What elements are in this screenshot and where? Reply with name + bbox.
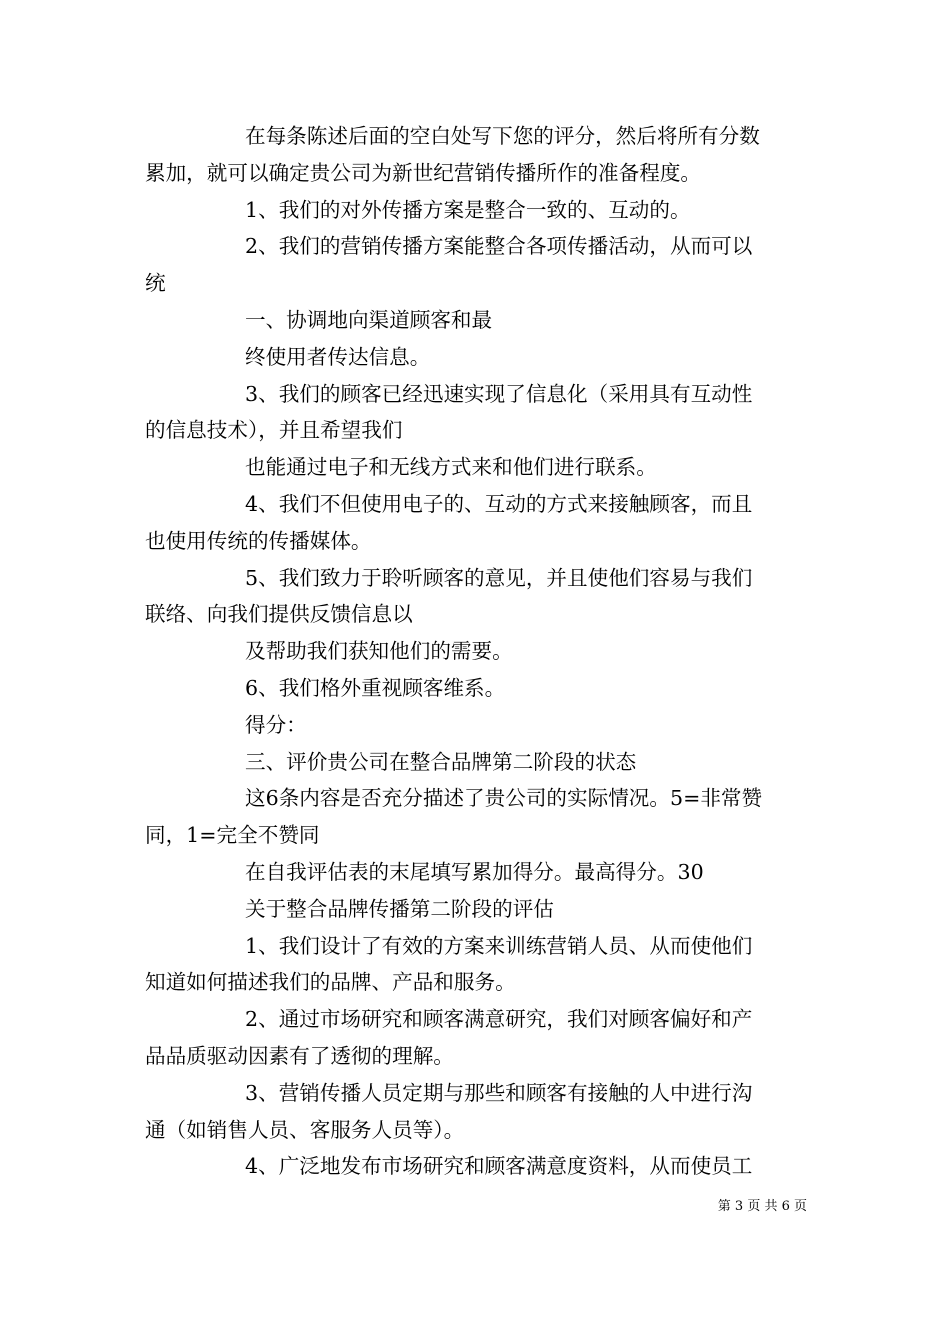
text-line: 3、我们的顾客已经迅速实现了信息化（采用具有互动性 bbox=[245, 381, 753, 406]
text-line: 在每条陈述后面的空白处写下您的评分，然后将所有分数 bbox=[245, 124, 760, 148]
page-number-footer: 第 3 页 共 6 页 bbox=[717, 1199, 807, 1214]
text-line: 1、我们设计了有效的方案来训练营销人员、从而使他们 bbox=[245, 933, 753, 958]
text-line: 终使用者传达信息。 bbox=[245, 344, 431, 369]
text-line: 得分： bbox=[245, 712, 307, 737]
text-line: 在自我评估表的末尾填写累加得分。最高得分。30 bbox=[245, 859, 704, 884]
text-line: 累加，就可以确定贵公司为新世纪营销传播所作的准备程度。 bbox=[145, 160, 702, 185]
text-line: 也能通过电子和无线方式来和他们进行联系。 bbox=[245, 455, 657, 480]
text-line: 关于整合品牌传播第二阶段的评估 bbox=[245, 896, 554, 921]
text-line: 品品质驱动因素有了透彻的理解。 bbox=[145, 1043, 454, 1068]
text-line: 4、我们不但使用电子的、互动的方式来接触顾客，而且 bbox=[245, 491, 753, 516]
text-line: 一、协调地向渠道顾客和最 bbox=[245, 307, 493, 332]
text-line: 3、营销传播人员定期与那些和顾客有接触的人中进行沟 bbox=[245, 1080, 753, 1105]
text-line: 4、广泛地发布市场研究和顾客满意度资料，从而使员工 bbox=[245, 1154, 753, 1179]
text-line: 知道如何描述我们的品牌、产品和服务。 bbox=[145, 970, 516, 995]
text-line: 及帮助我们获知他们的需要。 bbox=[245, 639, 513, 664]
text-line: 6、我们格外重视顾客维系。 bbox=[245, 675, 506, 700]
text-line: 2、通过市场研究和顾客满意研究，我们对顾客偏好和产 bbox=[245, 1007, 753, 1032]
text-line: 统 bbox=[145, 271, 166, 296]
text-line: 也使用传统的传播媒体。 bbox=[145, 528, 372, 553]
text-line: 2、我们的营销传播方案能整合各项传播活动，从而可以 bbox=[245, 234, 753, 259]
text-line: 这6条内容是否充分描述了贵公司的实际情况。5=非常赞 bbox=[245, 786, 763, 811]
text-line: 1、我们的对外传播方案是整合一致的、互动的。 bbox=[245, 197, 691, 222]
text-line: 联络、向我们提供反馈信息以 bbox=[145, 602, 413, 627]
text-line: 三、评价贵公司在整合品牌第二阶段的状态 bbox=[245, 749, 637, 774]
text-line: 5、我们致力于聆听顾客的意见，并且使他们容易与我们 bbox=[245, 565, 753, 590]
document-body bbox=[145, 118, 807, 1185]
text-line: 通（如销售人员、客服务人员等）。 bbox=[145, 1117, 465, 1142]
text-line: 的信息技术），并且希望我们 bbox=[145, 418, 403, 443]
text-line: 同，1=完全不赞同 bbox=[145, 823, 320, 848]
